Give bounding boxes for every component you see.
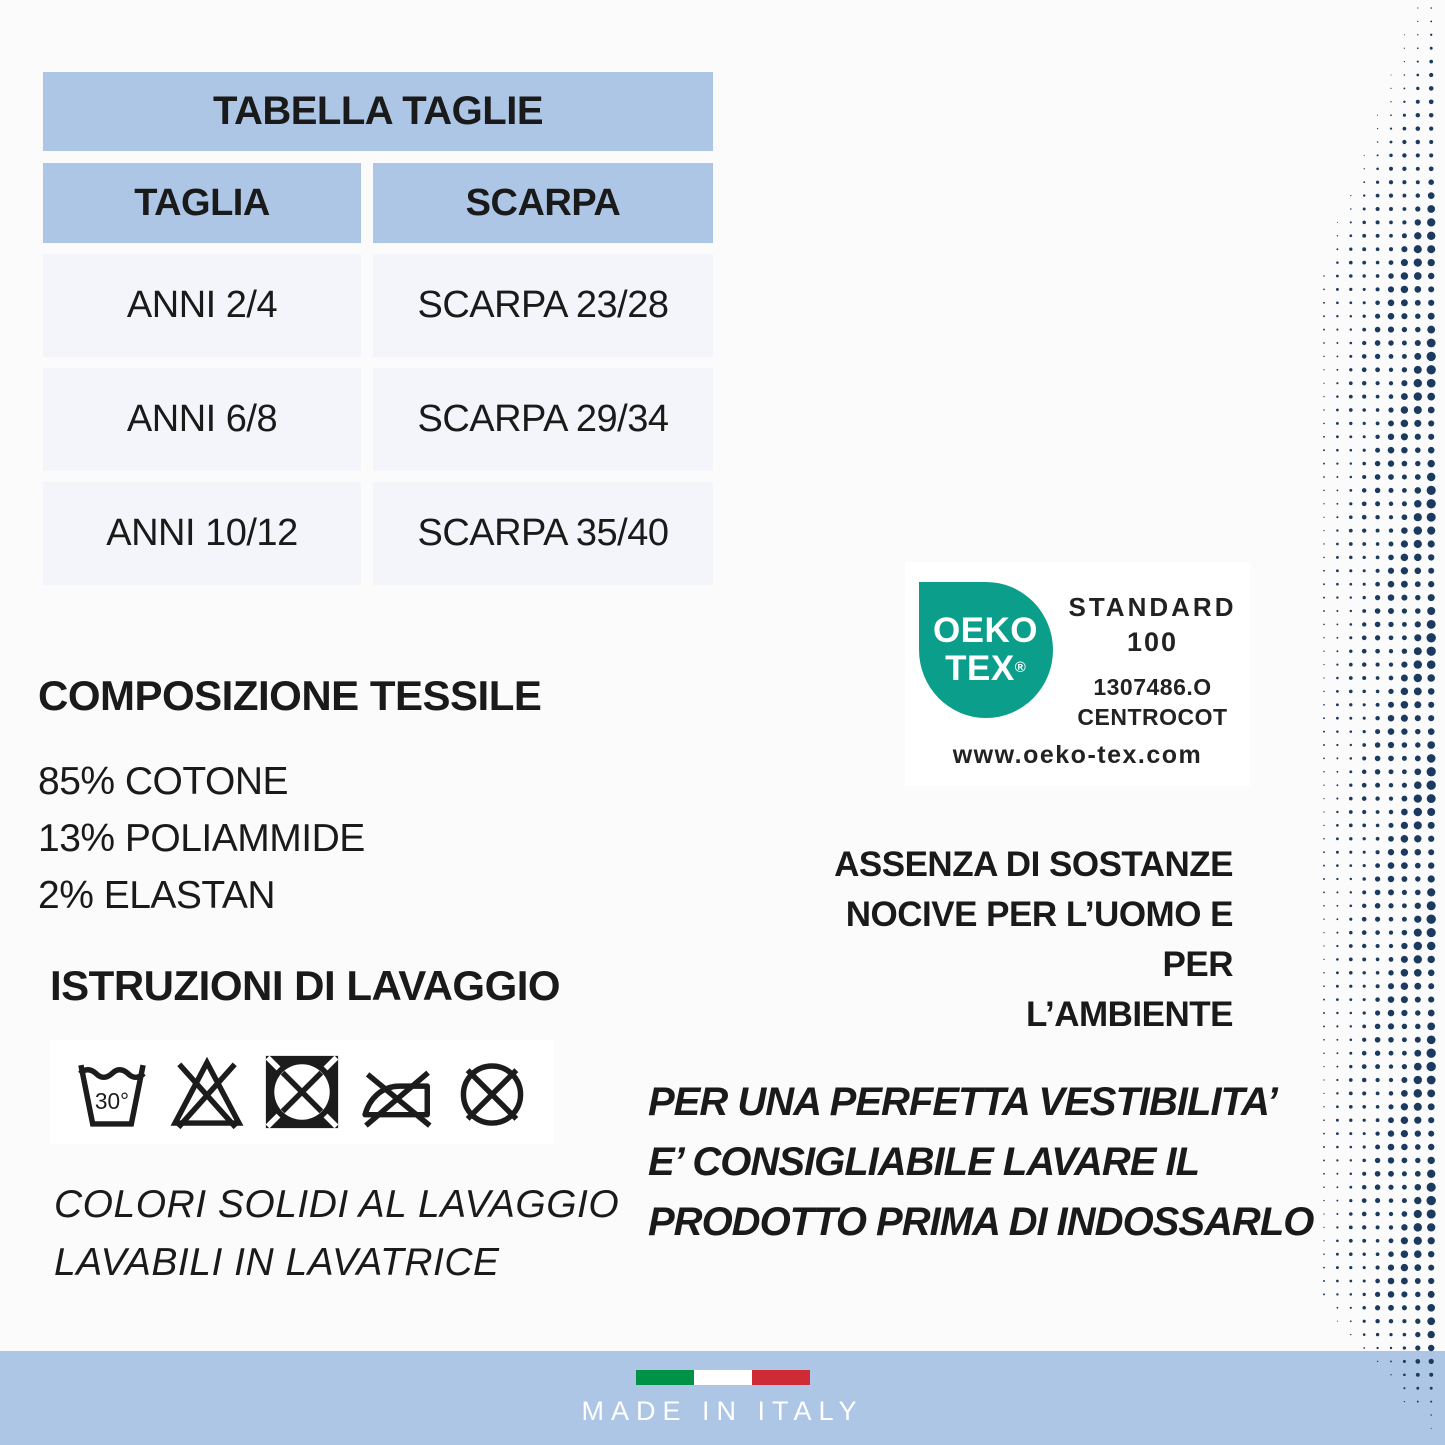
cell-taglia: ANNI 6/8 [43,368,361,471]
washing-note: COLORI SOLIDI AL LAVAGGIO [54,1183,620,1227]
cell-scarpa: SCARPA 35/40 [373,482,713,585]
claim-line: E’ CONSIGLIABILE LAVARE IL [648,1140,1200,1184]
claim-line: PER UNA PERFETTA VESTIBILITA’ [648,1080,1277,1124]
composition-section [38,672,541,924]
wash-30-icon [70,1050,154,1134]
italy-flag [636,1370,810,1385]
composition-item: 2% ELASTAN [38,874,276,918]
do-not-bleach-icon [165,1050,249,1134]
claim-line: ASSENZA DI SOSTANZE [834,845,1233,884]
standard-word: STANDARD [1068,592,1237,622]
do-not-tumble-dry-icon [260,1050,344,1134]
registered-trademark-symbol: ® [1014,659,1026,676]
flag-green-stripe [636,1370,694,1385]
claim-line: NOCIVE PER L’UOMO E PER [845,895,1233,984]
care-symbols-strip [50,1040,554,1144]
composition-heading: COMPOSIZIONE TESSILE [38,672,542,719]
composition-list [38,753,541,924]
do-not-dry-clean-icon [450,1050,534,1134]
claim-line: PRODOTTO PRIMA DI INDOSSARLO [648,1200,1314,1244]
fit-advice-claim [648,1072,1348,1252]
cert-number: 1307486.O [1093,674,1212,700]
standard-100-block [1069,582,1237,731]
table-row [43,254,713,357]
do-not-iron-icon [355,1050,439,1134]
size-table [43,72,713,585]
table-row [43,482,713,585]
oeko-tex-badge [905,562,1250,786]
oeko-tex-leaf-logo [919,582,1053,718]
footer-bar [0,1351,1445,1445]
size-table-header-row [43,163,713,243]
oeko-logo-line1: OEKO [932,611,1039,651]
cell-scarpa: SCARPA 23/28 [373,254,713,357]
oeko-tex-badge-row [919,582,1237,731]
composition-item: 13% POLIAMMIDE [38,817,365,861]
column-header-scarpa: SCARPA [373,163,713,243]
washing-notes [54,1176,619,1292]
standard-number: 100 [1126,627,1179,657]
washing-section [50,962,619,1292]
made-in-italy-label: MADE IN ITALY [581,1395,864,1426]
flag-white-stripe [694,1370,752,1385]
column-header-taglia: TAGLIA [43,163,361,243]
oeko-logo-line2: TEX® [945,649,1026,688]
oeko-website: www.oeko-tex.com [952,741,1203,769]
table-row [43,368,713,471]
flag-red-stripe [752,1370,810,1385]
institute-name: CENTROCOT [1077,704,1228,730]
wash-temp-label: 30° [94,1088,130,1115]
claim-line: L’AMBIENTE [1026,995,1233,1034]
composition-item: 85% COTONE [38,760,289,804]
cell-scarpa: SCARPA 29/34 [373,368,713,471]
washing-note: LAVABILI IN LAVATRICE [54,1241,500,1285]
cell-taglia: ANNI 10/12 [43,482,361,585]
washing-heading: ISTRUZIONI DI LAVAGGIO [50,962,561,1009]
cell-taglia: ANNI 2/4 [43,254,361,357]
size-table-title: TABELLA TAGLIE [43,72,713,151]
no-harmful-substances-claim [773,840,1233,1040]
